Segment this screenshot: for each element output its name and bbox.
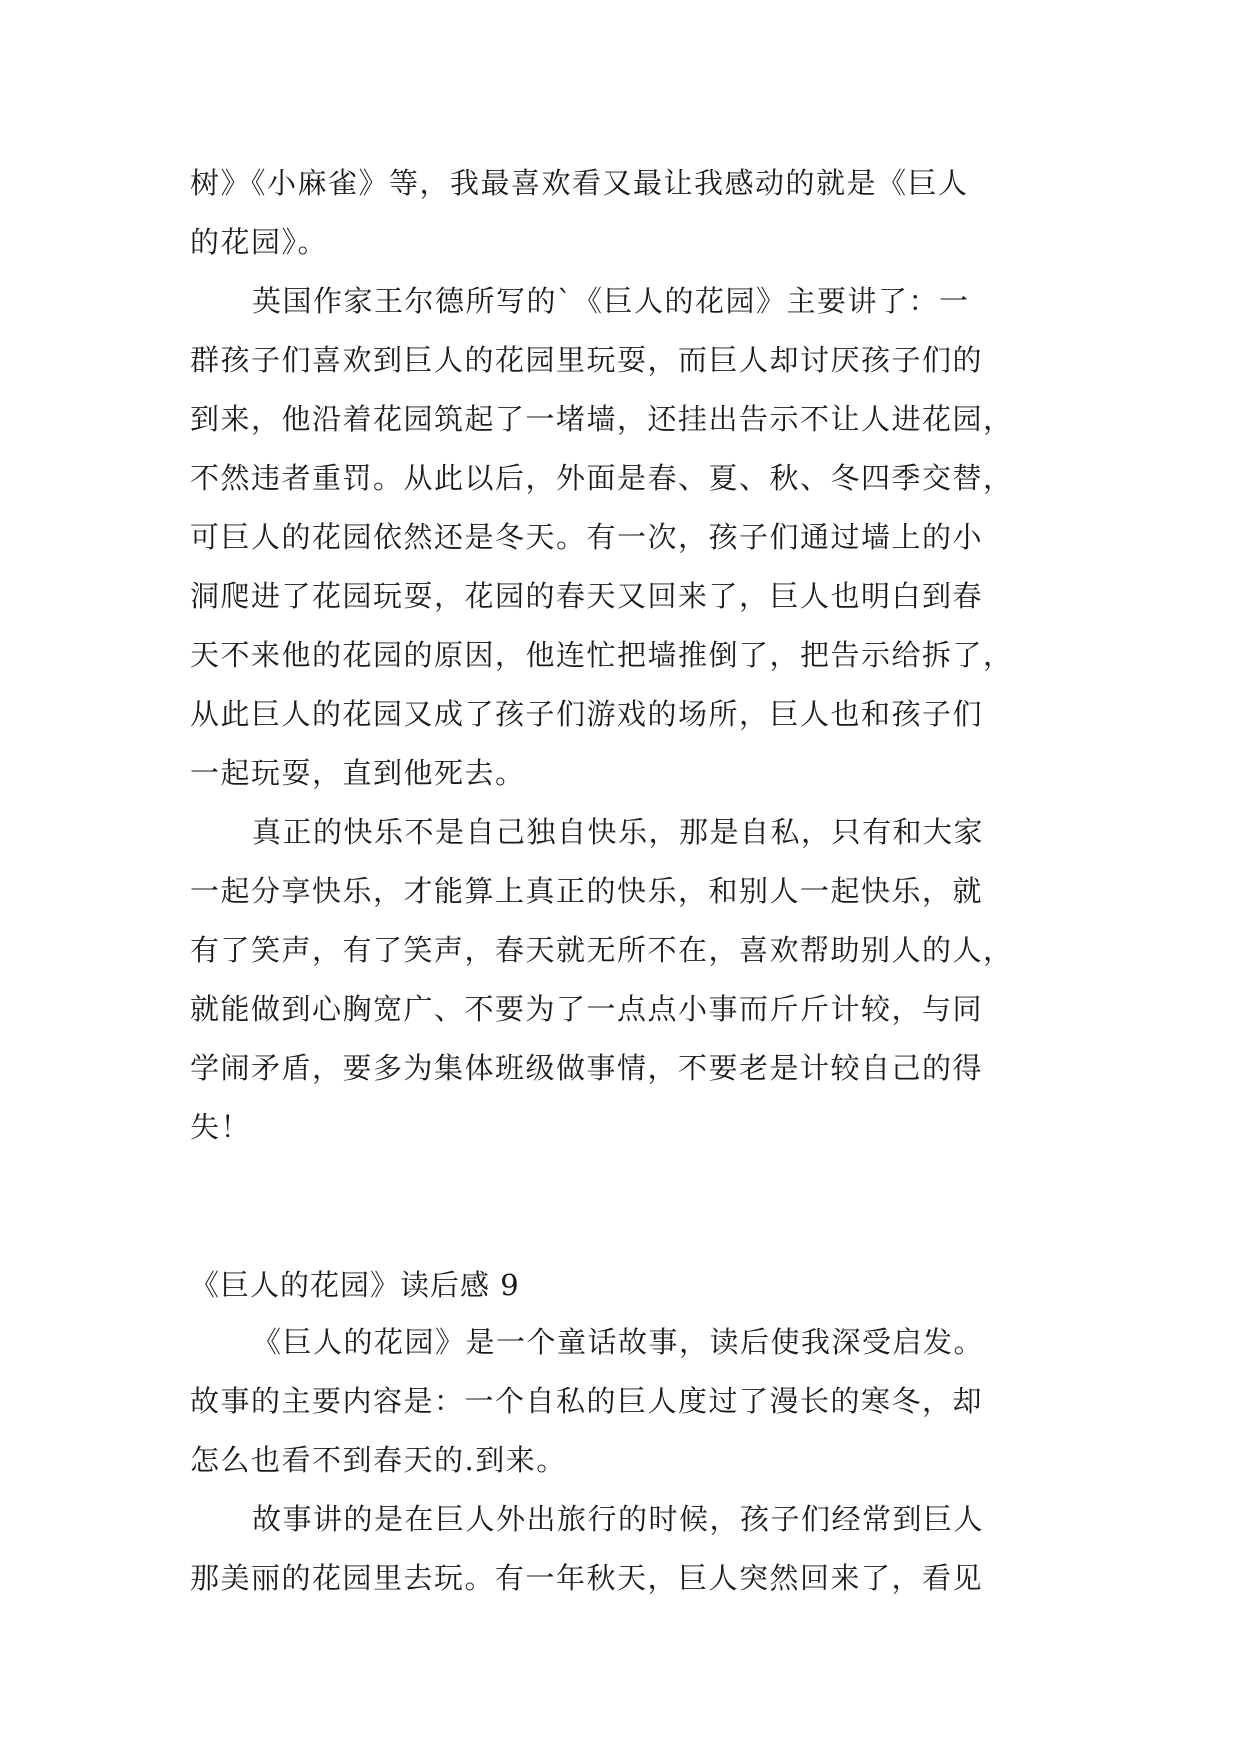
section-heading: 《巨人的花园》读后感 9 (190, 1268, 520, 1302)
paragraph-1 (190, 154, 1052, 272)
text-line: 有了笑声，有了笑声，春天就无所不在，喜欢帮助别人的人， (190, 933, 1014, 967)
document-body (190, 154, 1052, 1608)
text-line: 真正的快乐不是自己独自快乐，那是自私，只有和大家 (252, 815, 985, 849)
text-line: 故事的主要内容是：一个自私的巨人度过了漫长的寒冬，却 (190, 1384, 984, 1418)
paragraph-5 (190, 1490, 1052, 1608)
text-line: 学闹矛盾，要多为集体班级做事情，不要老是计较自己的得 (190, 1051, 984, 1085)
text-line: 的花园》。 (190, 225, 329, 259)
text-line: 失！ (190, 1110, 252, 1144)
text-line: 不然违者重罚。从此以后，外面是春、夏、秋、冬四季交替， (190, 461, 1014, 495)
text-line: 怎么也看不到春天的.到来。 (190, 1443, 567, 1477)
text-line: 就能做到心胸宽广、不要为了一点点小事而斤斤计较，与同 (190, 992, 984, 1026)
text-line: 群孩子们喜欢到巨人的花园里玩耍，而巨人却讨厌孩子们的 (190, 343, 984, 377)
text-line: 英国作家王尔德所写的`《巨人的花园》主要讲了：一 (252, 284, 970, 318)
paragraph-2 (190, 272, 1052, 803)
text-line: 一起玩耍，直到他死去。 (190, 756, 526, 790)
paragraph-3 (190, 803, 1052, 1157)
section-spacer (190, 1157, 1052, 1257)
text-line: 天不来他的花园的原因，他连忙把墙推倒了，把告示给拆了， (190, 638, 1014, 672)
text-line: 从此巨人的花园又成了孩子们游戏的场所，巨人也和孩子们 (190, 697, 984, 731)
paragraph-4 (190, 1313, 1052, 1490)
text-line: 树》《小麻雀》等，我最喜欢看又最让我感动的就是《巨人 (190, 166, 969, 200)
text-line: 一起分享快乐，才能算上真正的快乐，和别人一起快乐，就 (190, 874, 984, 908)
text-line: 可巨人的花园依然还是冬天。有一次，孩子们通过墙上的小 (190, 520, 984, 554)
text-line: 《巨人的花园》是一个童话故事，读后使我深受启发。 (252, 1325, 985, 1359)
text-line: 故事讲的是在巨人外出旅行的时候，孩子们经常到巨人 (252, 1502, 985, 1536)
text-line: 到来，他沿着花园筑起了一堵墙，还挂出告示不让人进花园， (190, 402, 1014, 436)
text-line: 洞爬进了花园玩耍，花园的春天又回来了，巨人也明白到春 (190, 579, 984, 613)
text-line: 那美丽的花园里去玩。有一年秋天，巨人突然回来了，看见 (190, 1561, 984, 1595)
